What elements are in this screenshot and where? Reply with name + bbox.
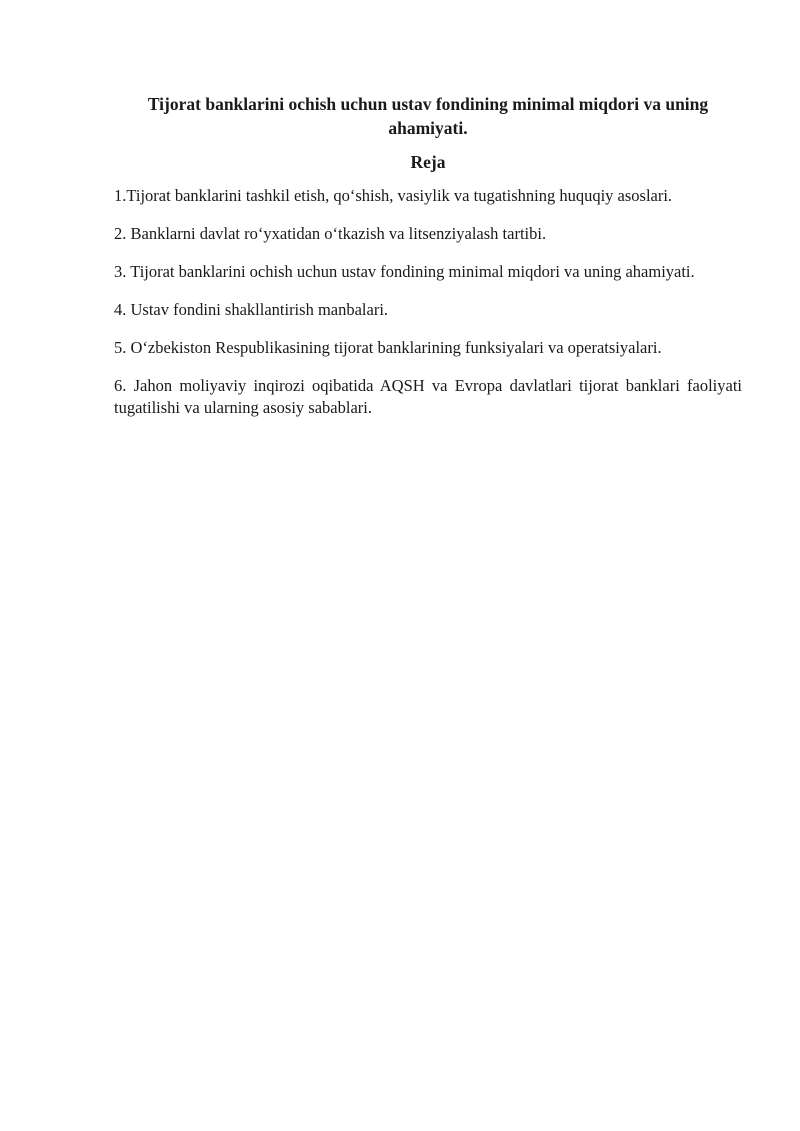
document-page	[114, 92, 742, 435]
plan-list	[114, 185, 742, 419]
plan-item-1: 1.Tijorat banklarini tashkil etish, qo‘shish, vasiylik va tugatishning huquqiy asoslari.	[114, 186, 673, 205]
plan-item-5: 5. O‘zbekiston Respublikasining tijorat banklarining funksiyalari va operatsiyalari.	[114, 338, 662, 357]
plan-item-2: 2. Banklarni davlat ro‘yxatidan o‘tkazish va litsenziyalash tartibi.	[114, 224, 547, 243]
document-title: Tijorat banklarini ochish uchun ustav fondining minimal miqdori va uning ahamiyati.	[147, 94, 709, 138]
plan-item-6: 6. Jahon moliyaviy inqirozi oqibatida AQSH va Evropa davlatlari tijorat banklari faoliyati tugatilishi va ularning asosiy sabablari.	[114, 376, 742, 417]
plan-item-4: 4. Ustav fondini shakllantirish manbalari.	[114, 300, 389, 319]
plan-item-3: 3. Tijorat banklarini ochish uchun ustav fondining minimal miqdori va uning ahamiyati.	[114, 262, 695, 281]
plan-heading: Reja	[410, 152, 446, 172]
